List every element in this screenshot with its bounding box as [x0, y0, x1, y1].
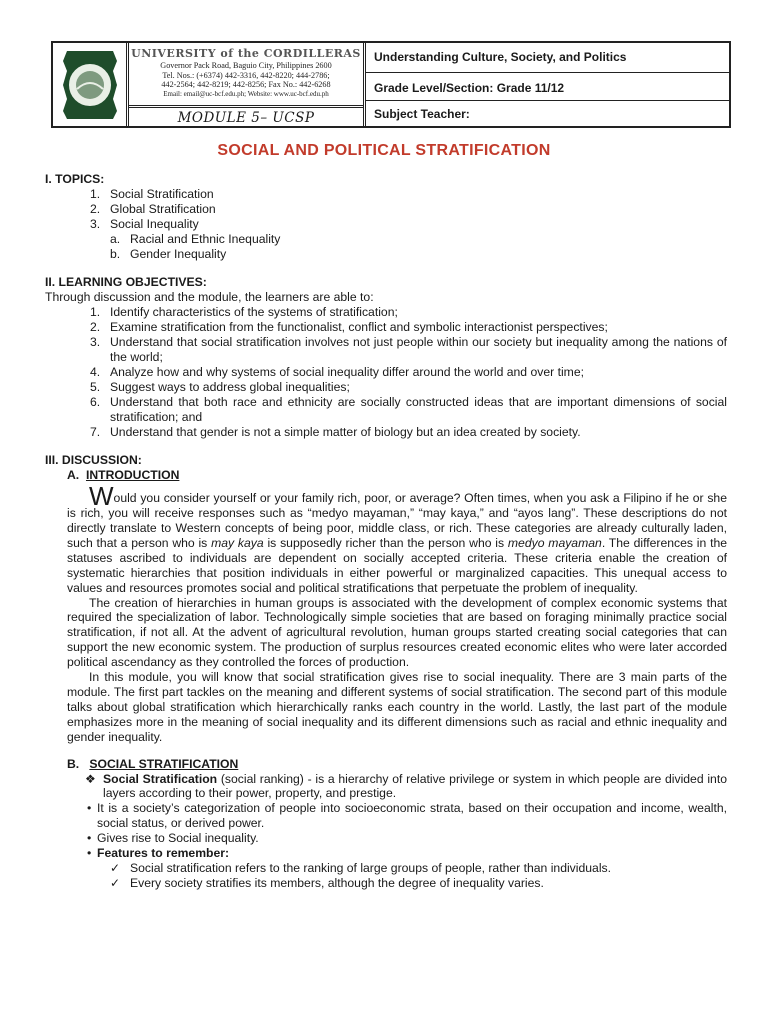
- document-title: SOCIAL AND POLITICAL STRATIFICATION: [217, 142, 551, 159]
- bullet-icon: •: [87, 831, 92, 846]
- module-label: MODULE 5– UCSP: [129, 105, 363, 129]
- definition-item: ❖ Social Stratification (social ranking) - is a hierarchy of relative privilege or system in which people are divided into layers according to their power, property, and prestige.: [85, 771, 727, 801]
- list-item: 7. Understand that gender is not a simple matter of biology but an idea created by society.: [90, 424, 581, 439]
- topics-sublist: [45, 232, 727, 262]
- list-item: 2. Global Stratification: [90, 201, 216, 216]
- email-website-line: Email: email@uc-bcf.edu.ph; Website: www.uc-bcf.edu.ph: [163, 89, 329, 98]
- list-item: 1. Identify characteristics of the systems of stratification;: [90, 305, 398, 320]
- bullet-item: • Gives rise to Social inequality.: [87, 831, 259, 846]
- topics-list: [45, 187, 727, 232]
- list-item: b. Gender Inequality: [110, 246, 227, 261]
- section-a-heading: A. INTRODUCTION: [67, 468, 180, 483]
- university-block: [129, 43, 366, 126]
- phone-fax-line: 442-2564; 442-8219; 442-8256; Fax No.: 442-6268: [161, 80, 331, 90]
- phone-line: Tel. Nos.: (+6374) 442-3316, 442-8220; 444-2786;: [162, 70, 330, 80]
- objectives-intro: Through discussion and the module, the learners are able to:: [45, 290, 374, 305]
- subject-name: Understanding Culture, Society, and Politics: [366, 43, 729, 73]
- topics-heading: I. TOPICS:: [45, 172, 105, 186]
- bullet-item: • Features to remember:: [87, 846, 230, 861]
- list-item: 5. Suggest ways to address global inequalities;: [90, 379, 350, 394]
- university-name: UNIVERSITY of the CORDILLERAS: [131, 47, 361, 60]
- discussion-heading: III. DISCUSSION:: [45, 453, 142, 468]
- list-item: 6. Understand that both race and ethnicity are socially constructed ideas that are important dimensions of social stratification; and: [90, 394, 727, 424]
- document-header: [51, 41, 731, 128]
- checkmark-icon: ✓: [110, 860, 121, 875]
- diamond-bullet-icon: ❖: [85, 771, 96, 786]
- address-line: Governor Pack Road, Baguio City, Philippines 2600: [160, 61, 332, 70]
- list-item: 3. Social Inequality: [90, 216, 199, 231]
- bullet-icon: •: [87, 801, 92, 816]
- section-b-heading: B. SOCIAL STRATIFICATION: [67, 756, 239, 771]
- bullet-item: • It is a society’s categorization of people into socioeconomic strata, based on their occupation and income, wealth, social status, or derived power.: [87, 801, 727, 831]
- check-item: ✓ Social stratification refers to the ranking of large groups of people, rather than individuals.: [110, 860, 612, 875]
- list-item: 2. Examine stratification from the functionalist, conflict and symbolic interactionist perspectives;: [90, 320, 608, 335]
- bullet-icon: •: [87, 846, 92, 861]
- check-item: ✓ Every society stratifies its members, although the degree of inequality varies.: [110, 875, 544, 890]
- objectives-heading: II. LEARNING OBJECTIVES:: [45, 275, 207, 290]
- document-body: [45, 172, 727, 891]
- subject-teacher: Subject Teacher:: [374, 107, 470, 121]
- course-info: [366, 43, 729, 126]
- checkmark-icon: ✓: [110, 875, 121, 890]
- intro-paragraph-3: In this module, you will know that social stratification gives rise to social inequality. There are 3 main parts of the module. The first part tackles on the meaning and different systems of social stratification. The second part of this module talks about global stratification which hierarchically ranks each country in the world. Lastly, the last part of the module emphasizes more in the meaning of social inequality and its different dimensions such as racial and ethnic inequality and gender inequality.: [67, 670, 727, 744]
- university-address: [129, 61, 363, 99]
- objectives-list: [45, 305, 727, 439]
- list-item: 1. Social Stratification: [90, 186, 214, 201]
- list-item: 4. Analyze how and why systems of social inequality differ around the world and over time;: [90, 364, 584, 379]
- drop-cap: W: [89, 481, 114, 512]
- intro-paragraph-2: The creation of hierarchies in human groups is associated with the development of complex economic systems that required the specialization of labor. Technologically simple societies that are based on foraging minimally practice social stratification, if not all. At the advent of agricultural revolution, human groups started creating social categories that can support the new economic system. The production of surplus resources created economic elites who were later accorded political ascendancy as they controlled the forces of production.: [67, 595, 727, 670]
- list-item: a. Racial and Ethnic Inequality: [110, 231, 281, 246]
- university-seal-logo: [53, 43, 129, 126]
- list-item: 3. Understand that social stratification involves not just people within our society but inequality among the nations of the world;: [90, 335, 727, 364]
- intro-paragraph-1: Would you consider yourself or your family rich, poor, or average? Often times, when you ask a Filipino if he or she is rich, you will receive responses such as “medyo mayaman,” “may kaya,” and “ayos lang”. These descriptions do not directly translate to Western concepts of being poor, middle class, or rich. These categories are already culturally laden, such that a person who is may kaya is supposedly richer than the person who is medyo mayaman. The differences in the statuses ascribed to individuals are dependent on socially accepted criteria. These criteria enable the creation of systematic hierarchies that position individuals in either powerful or marginalized capacities. This unequal access to values and resources promotes social and political stratifications that perpetuate the problem of inequality.: [67, 481, 728, 595]
- grade-level: Grade Level/Section: Grade 11/12: [366, 73, 729, 101]
